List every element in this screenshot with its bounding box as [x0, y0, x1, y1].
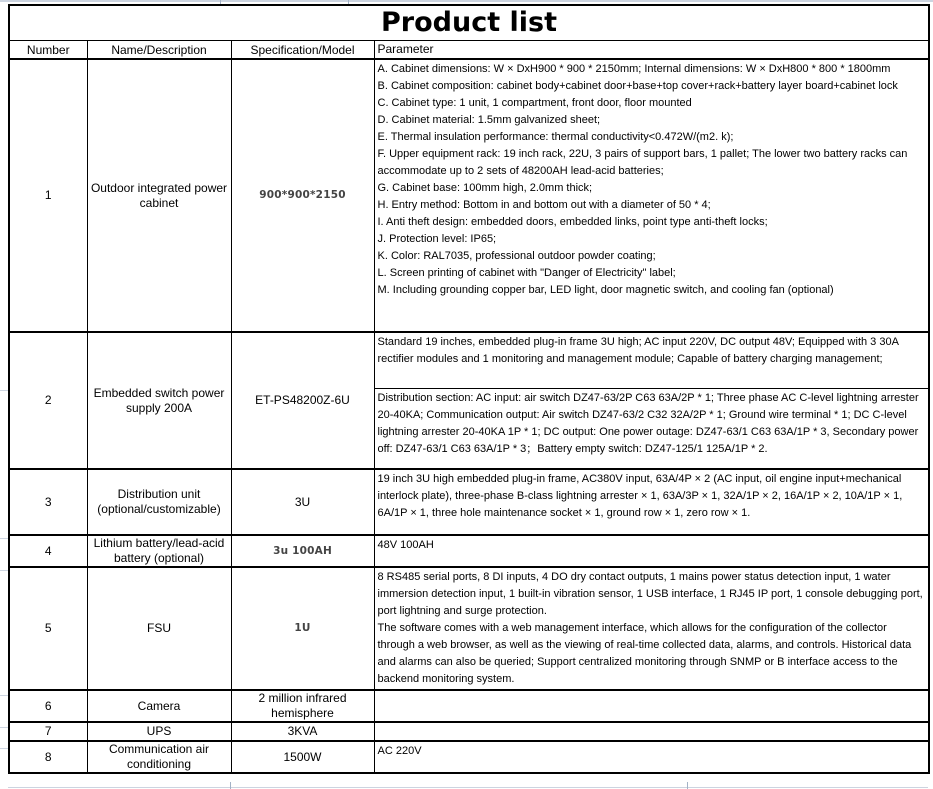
spec-cell: 900*900*2150: [231, 59, 374, 332]
sheet-gridline-tick: [687, 782, 688, 789]
parameter-cell: AC 220V: [374, 741, 929, 773]
parameter-cell: 48V 100AH: [374, 535, 929, 567]
parameter-cell: 8 RS485 serial ports, 8 DI inputs, 4 DO dry contact outputs, 1 mains power status detection input, 1 water immersion detection input, 1 built-in vibration sensor, 1 USB interface, 1 RJ45 IP port, 1 console debugging port, port lightning and surge protection. The software comes with a web management interface, which allows for the configuration of the collector through a web browser, as well as the viewing of real-time collected data, alarms, and controls. Historical data and alarms can also be queried; Support centralized monitoring through SNMP or B interface access to the backend monitoring system.: [374, 567, 929, 690]
name-cell: FSU: [87, 567, 231, 690]
name-cell: Embedded switch power supply 200A: [87, 332, 231, 469]
parameter-subcell: Standard 19 inches, embedded plug-in frame 3U high; AC input 220V, DC output 48V; Equipped with 3 30A rectifier modules and 1 monitoring and management module; Capable of battery charging management;: [375, 333, 929, 389]
sheet-gridline-left: [0, 538, 8, 539]
name-cell: Outdoor integrated power cabinet: [87, 59, 231, 332]
spec-cell: 3KVA: [231, 722, 374, 741]
sheet-gridline-left: [0, 695, 8, 696]
name-cell: UPS: [87, 722, 231, 741]
table-row: [9, 690, 929, 722]
parameter-cell: 19 inch 3U high embedded plug-in frame, AC380V input, 63A/4P × 2 (AC input, oil engine input+mechanical interlock plate), three-phase B-class lightning arrester × 1, 63A/3P × 1, 32A/1P × 2, 16A/1P × 2, 10A/1P × 1, 6A/1P × 1, three hole maintenance socket × 1, ground row × 1, zero row × 1.: [374, 469, 929, 535]
table-row: [9, 59, 929, 332]
number-cell: 3: [9, 469, 87, 535]
name-cell: Camera: [87, 690, 231, 722]
number-cell: 6: [9, 690, 87, 722]
sheet-gridline-left: [0, 570, 8, 571]
parameter-cell: [374, 722, 929, 741]
sheet-gridline-left: [0, 727, 8, 728]
spec-cell: 1500W: [231, 741, 374, 773]
number-cell: 5: [9, 567, 87, 690]
sheet-gridline-left: [0, 390, 8, 391]
spec-cell: ET-PS48200Z-6U: [231, 332, 374, 469]
table-row: [9, 567, 929, 690]
table-row: [9, 332, 929, 469]
number-cell: 1: [9, 59, 87, 332]
parameter-cell: [374, 690, 929, 722]
title-row: [9, 5, 929, 41]
page-title: Product list: [9, 5, 929, 41]
col-header-name: Name/Description: [87, 41, 231, 60]
table-row: [9, 741, 929, 773]
parameter-cell: [374, 332, 929, 469]
col-header-number: Number: [9, 41, 87, 60]
spec-cell: 3U: [231, 469, 374, 535]
name-cell: Distribution unit (optional/customizable): [87, 469, 231, 535]
header-row: [9, 41, 929, 60]
parameter-subcell: Distribution section: AC input: air switch DZ47-63/2P C63 63A/2P * 1; Three phase AC C-level lightning arrester 20-40KA; Communication output: Air switch DZ47-63/2 C32 32A/2P * 1; Ground wire terminal * 1; DC C-level lightning arrester 20-40KA 1P * 1; DC output: One power outage: DZ47-63/1 C63 63A/1P * 3, Secondary power off: DZ47-63/1 C63 63A/1P * 3；Battery empty switch: DZ47-125/1 125A/1P * 2.: [377, 392, 919, 455]
spec-cell: 2 million infrared hemisphere: [231, 690, 374, 722]
table-row: [9, 722, 929, 741]
name-cell: Communication air conditioning: [87, 741, 231, 773]
spec-cell: 1U: [231, 567, 374, 690]
name-cell: Lithium battery/lead-acid battery (optional): [87, 535, 231, 567]
sheet-gridline-top: [0, 0, 933, 2]
parameter-cell: A. Cabinet dimensions: W × DxH900 * 900 * 2150mm; Internal dimensions: W × DxH800 * 800 * 1800mm B. Cabinet composition: cabinet body+cabinet door+base+top cover+rack+battery layer board+cabinet lock C. Cabinet type: 1 unit, 1 compartment, front door, floor mounted D. Cabinet material: 1.5mm galvanized sheet; E. Thermal insulation performance: thermal conductivity<0.472W/(m2. k); F. Upper equipment rack: 19 inch rack, 22U, 3 pairs of support bars, 1 pallet; The lower two battery racks can accommodate up to 2 sets of 48200AH lead-acid batteries; G. Cabinet base: 100mm high, 2.0mm thick; H. Entry method: Bottom in and bottom out with a diameter of 50 * 4; I. Anti theft design: embedded doors, embedded links, point type anti-theft locks; J. Protection level: IP65; K. Color: RAL7035, professional outdoor powder coating; L. Screen printing of cabinet with "Danger of Electricity" label; M. Including grounding copper bar, LED light, door magnetic switch, and cooling fan (optional): [374, 59, 929, 332]
col-header-spec: Specification/Model: [231, 41, 374, 60]
number-cell: 4: [9, 535, 87, 567]
table-row: [9, 469, 929, 535]
number-cell: 7: [9, 722, 87, 741]
sheet-gridline-bottom: [8, 787, 928, 788]
sheet-gridline-left: [0, 748, 8, 749]
product-table: [8, 4, 930, 774]
number-cell: 2: [9, 332, 87, 469]
spec-cell: 3u 100AH: [231, 535, 374, 567]
col-header-parameter: Parameter: [374, 41, 929, 60]
sheet-gridline-tick: [230, 782, 231, 789]
number-cell: 8: [9, 741, 87, 773]
table-row: [9, 535, 929, 567]
